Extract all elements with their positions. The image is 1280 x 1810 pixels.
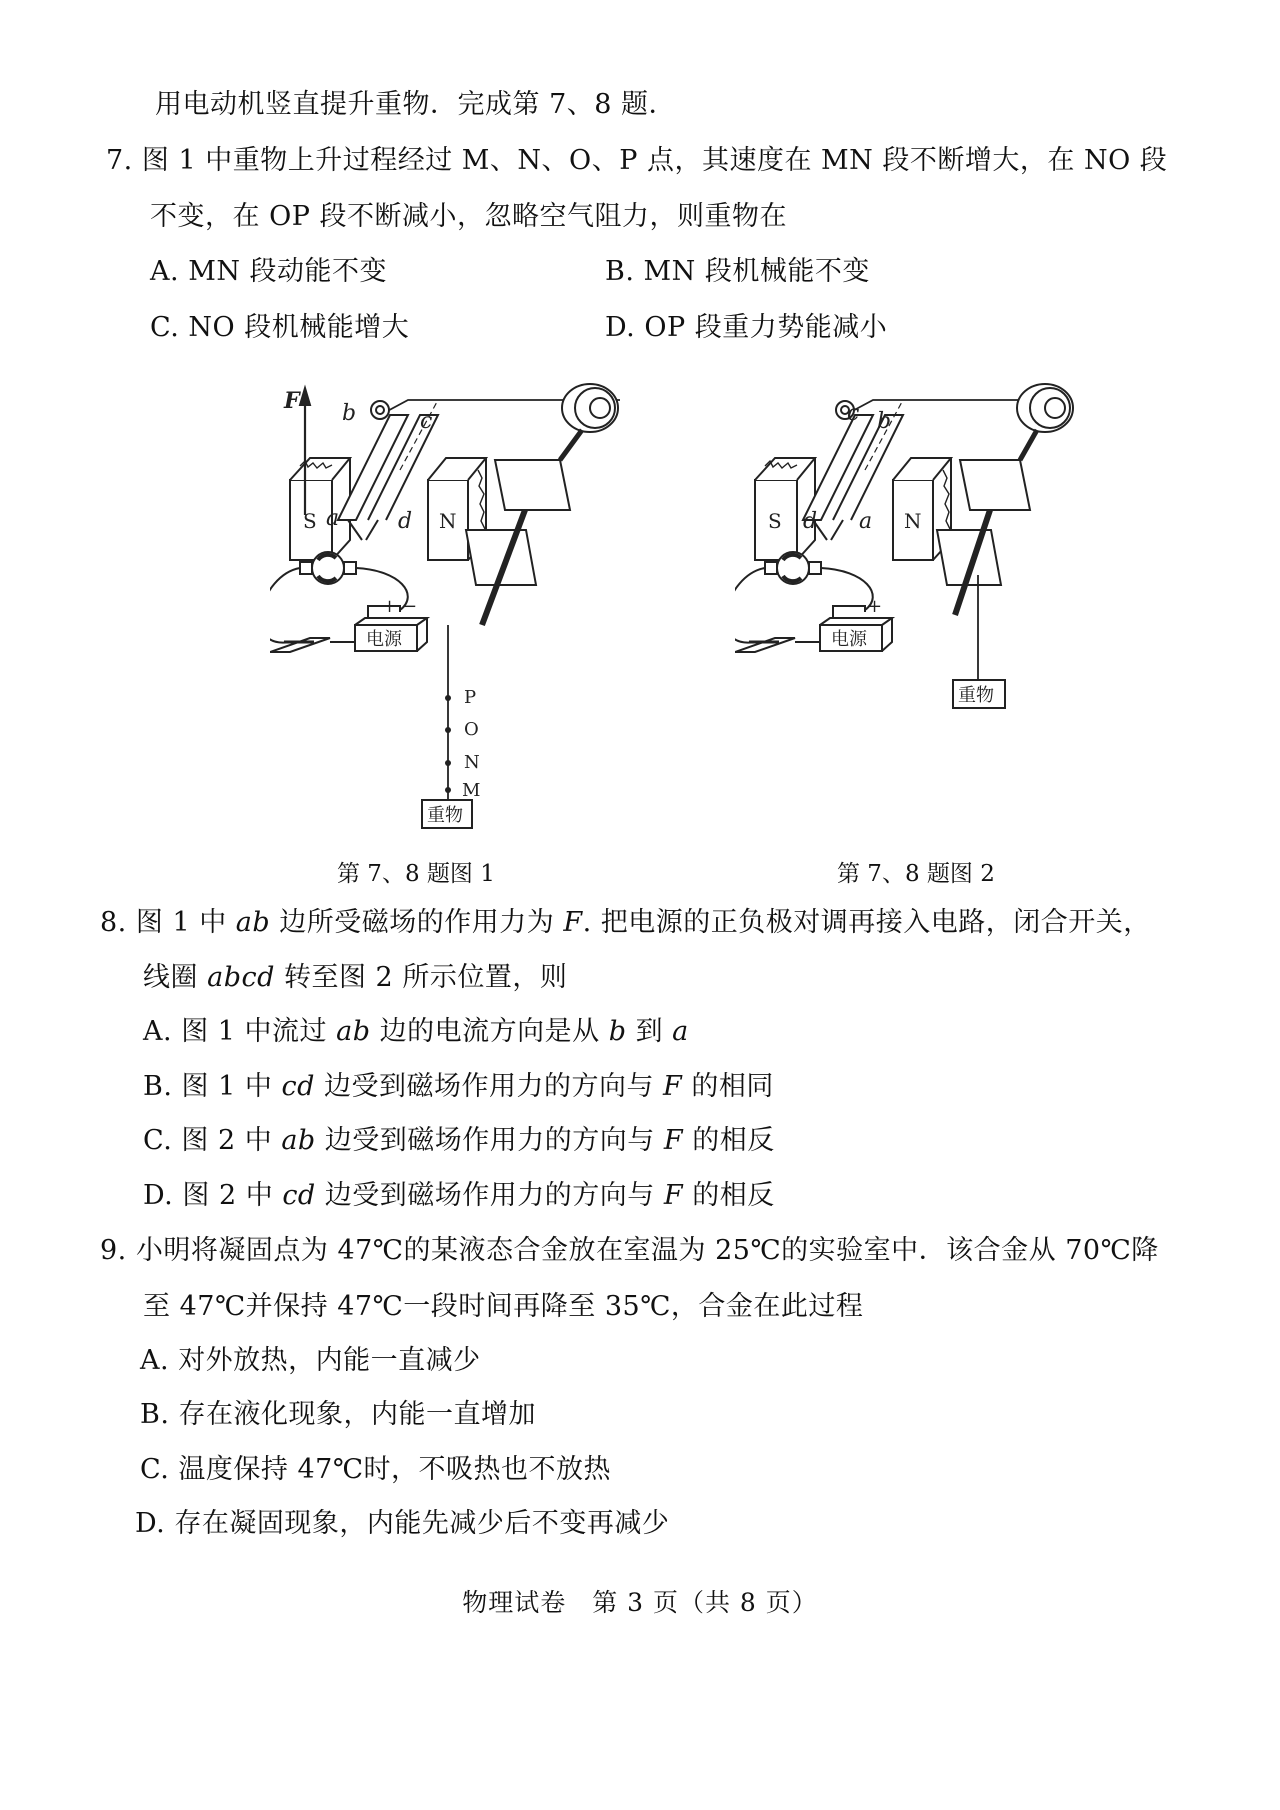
- option-text: 的相反: [683, 1125, 775, 1156]
- q8-text: . 把电源的正负极对调再接入电路，闭合开关，: [582, 907, 1151, 938]
- point-m-label: M: [462, 780, 481, 801]
- q8-option-a: [143, 1015, 689, 1049]
- q8-var-ab: ab: [235, 907, 271, 938]
- q9-stem-text1: 小明将凝固点为 47℃的某液态合金放在室温为 25℃的实验室中．该合金从 70℃降: [135, 1235, 1159, 1266]
- battery-minus-label: −: [402, 596, 418, 617]
- option-letter: A.: [150, 256, 180, 287]
- option-text: 边受到磁场作用力的方向与: [315, 1125, 664, 1156]
- option-text: MN 段动能不变: [188, 256, 388, 287]
- q8-text: 转至图 2 所示位置，则: [274, 962, 568, 993]
- q9-stem-line2: 至 47℃并保持 47℃一段时间再降至 35℃，合金在此过程: [143, 1291, 864, 1322]
- option-letter: C.: [140, 1454, 170, 1485]
- point-p-dot: [445, 695, 451, 701]
- option-letter: A.: [143, 1016, 173, 1047]
- option-text: 边受到磁场作用力的方向与: [314, 1071, 664, 1102]
- q9-option-a: [140, 1344, 481, 1378]
- q8-number: 8.: [100, 907, 127, 938]
- q7-stem-line2: 不变，在 OP 段不断减小，忽略空气阻力，则重物在: [150, 201, 787, 232]
- option-text: 图 1 中: [181, 1071, 282, 1102]
- pulley: [1017, 384, 1073, 432]
- coil-label-a: a: [859, 509, 873, 534]
- option-var: cd: [282, 1180, 316, 1211]
- coil-label-c: c: [420, 409, 433, 434]
- point-n-dot: [445, 760, 451, 766]
- option-var: b: [608, 1016, 627, 1047]
- option-var: F: [663, 1180, 684, 1211]
- option-text: 图 2 中: [182, 1180, 283, 1211]
- q8-var-abcd: abcd: [207, 962, 275, 993]
- option-text: 边的电流方向是从: [370, 1016, 609, 1047]
- q8-text: 图 1 中: [135, 907, 236, 938]
- magnet-n-label: N: [439, 509, 457, 533]
- coil-label-b: b: [877, 409, 892, 434]
- magnet-s-label: S: [768, 509, 782, 533]
- weight-label: 重物: [427, 805, 463, 826]
- option-letter: B.: [140, 1399, 170, 1430]
- figure-2-motor-diagram: [735, 380, 1095, 725]
- q8-text: 边所受磁场的作用力为: [270, 907, 564, 938]
- option-letter: A.: [140, 1345, 170, 1376]
- point-m-dot: [445, 787, 451, 793]
- q7-option-d: [605, 311, 887, 345]
- figure-1-caption: 第 7、8 题图 1: [337, 861, 495, 887]
- force-label-f: F: [284, 388, 300, 414]
- q8-stem-line2: [143, 961, 567, 995]
- page-footer: 物理试卷 第 3 页（共 8 页）: [462, 1588, 818, 1617]
- option-var: cd: [281, 1071, 315, 1102]
- q8-text: 线圈: [143, 962, 208, 993]
- point-p-label: P: [464, 687, 477, 708]
- option-letter: B.: [143, 1071, 173, 1102]
- q7-option-b: [605, 255, 870, 289]
- option-text: OP 段重力势能减小: [644, 312, 888, 343]
- option-letter: B.: [605, 256, 635, 287]
- q9-option-c: [140, 1453, 611, 1487]
- option-var: F: [663, 1071, 683, 1102]
- option-text: 到: [626, 1016, 673, 1047]
- q8-option-c: [143, 1124, 775, 1158]
- option-text: 的相反: [683, 1180, 775, 1211]
- q8-option-d: [143, 1179, 775, 1213]
- option-text: 边受到磁场作用力的方向与: [315, 1180, 664, 1211]
- option-var: ab: [281, 1125, 316, 1156]
- option-text: 图 2 中: [181, 1125, 282, 1156]
- option-text: 图 1 中流过: [181, 1016, 337, 1047]
- option-text: 存在液化现象，内能一直增加: [178, 1399, 537, 1430]
- option-letter: D.: [135, 1508, 166, 1539]
- q9-option-b: [140, 1398, 536, 1432]
- coil-label-b: b: [342, 401, 357, 426]
- battery-minus-label: −: [847, 596, 863, 617]
- figure-2-caption: 第 7、8 题图 2: [837, 861, 995, 887]
- option-text: 存在凝固现象，内能先减少后不变再减少: [174, 1508, 670, 1539]
- pulley: [562, 384, 618, 432]
- q9-stem-line1: [100, 1234, 1159, 1268]
- battery-plus-label: +: [382, 596, 398, 617]
- q7-option-c: [150, 311, 409, 345]
- intro-text: 用电动机竖直提升重物．完成第 7、8 题．: [155, 89, 677, 120]
- q7-stem-line1: [106, 144, 1167, 178]
- q7-option-a: [150, 255, 387, 289]
- option-letter: C.: [150, 312, 180, 343]
- point-o-label: O: [464, 719, 479, 740]
- q9-option-d: [135, 1507, 669, 1541]
- point-o-dot: [445, 727, 451, 733]
- q7-stem-text1: 图 1 中重物上升过程经过 M、N、O、P 点，其速度在 MN 段不断增大，在 NO 段: [141, 145, 1168, 176]
- coil-label-c: c: [847, 401, 860, 426]
- coil-label-d: d: [803, 509, 818, 534]
- q8-var-f: F: [563, 907, 583, 938]
- option-var: a: [672, 1016, 689, 1047]
- point-n-label: N: [464, 752, 480, 773]
- option-letter: C.: [143, 1125, 173, 1156]
- coil-label-a: a: [326, 506, 340, 531]
- magnet-n-label: N: [904, 509, 922, 533]
- option-text: 对外放热，内能一直减少: [178, 1345, 481, 1376]
- option-text: MN 段机械能不变: [643, 256, 870, 287]
- weight-label: 重物: [958, 685, 994, 706]
- q7-number: 7.: [106, 145, 133, 176]
- switch: [735, 638, 795, 652]
- magnet-s-label: S: [303, 509, 317, 533]
- option-letter: D.: [143, 1180, 174, 1211]
- option-var: F: [663, 1125, 684, 1156]
- q8-stem-line1: [100, 906, 1151, 940]
- switch: [270, 638, 330, 652]
- option-var: ab: [336, 1016, 371, 1047]
- figure-1-motor-diagram: [270, 380, 650, 845]
- magnet-s: [290, 458, 350, 560]
- q8-option-b: [143, 1070, 774, 1104]
- option-text: 温度保持 47℃时，不吸热也不放热: [178, 1454, 612, 1485]
- q9-number: 9.: [100, 1235, 127, 1266]
- coil-label-d: d: [398, 509, 413, 534]
- battery-label: 电源: [366, 629, 402, 650]
- option-letter: D.: [605, 312, 636, 343]
- battery-plus-label: +: [867, 596, 883, 617]
- battery-label: 电源: [831, 629, 867, 650]
- option-text: 的相同: [682, 1071, 774, 1102]
- option-text: NO 段机械能增大: [188, 312, 410, 343]
